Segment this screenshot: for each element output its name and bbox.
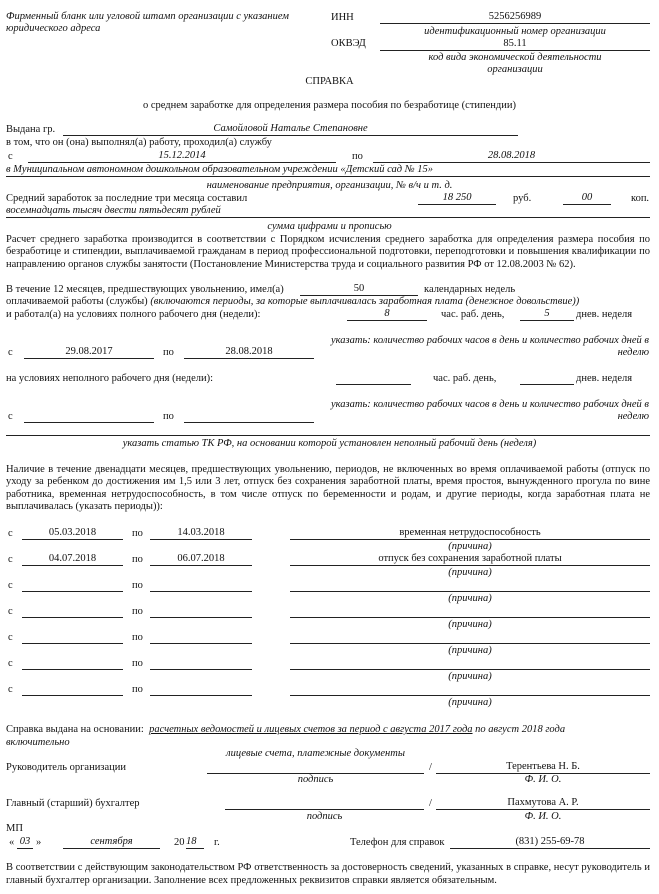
days-label: днев. неделя xyxy=(576,373,633,384)
stamp-label: МП xyxy=(6,823,23,834)
period-from-field xyxy=(22,604,123,618)
full-hint-2: неделю xyxy=(617,347,649,358)
to-label: по xyxy=(132,606,143,617)
date-day-field: 03 xyxy=(17,835,33,849)
salary-rub-field: 18 250 xyxy=(418,191,496,205)
from-label: с xyxy=(8,606,13,617)
full-time-label: и работал(а) на условиях полного рабочего дня (недели): xyxy=(6,309,261,320)
part-days-field xyxy=(520,371,574,385)
to-label: по xyxy=(163,347,174,358)
date-year-field: 18 xyxy=(186,835,204,849)
part-hours-field xyxy=(336,371,411,385)
footer-note: В соответствии с действующим законодательством РФ ответственность за достоверность сведений, указанных в справке, несут руководитель и главный бухгалтер организации. Заполнение всех предложенных реквизитов справки является обязательным. xyxy=(6,862,650,886)
period-to-field: 14.03.2018 xyxy=(150,526,252,540)
period-reason-field: временная нетрудоспособность xyxy=(290,526,650,540)
okved-caption-2: организации xyxy=(487,64,543,75)
okved-field: 85.11 xyxy=(380,37,650,51)
period-from-field xyxy=(22,630,123,644)
weeks-suffix: календарных недель xyxy=(424,284,516,295)
kop-label: коп. xyxy=(631,193,650,204)
full-hint: указать: количество рабочих часов в день и количество рабочих дней в xyxy=(331,335,649,346)
days-label: днев. неделя xyxy=(576,309,633,320)
article-line xyxy=(6,435,650,436)
reason-caption: (причина) xyxy=(448,697,492,708)
period-to-field xyxy=(150,604,252,618)
full-from-field: 29.08.2017 xyxy=(24,345,154,359)
to-label: по xyxy=(132,684,143,695)
reason-caption: (причина) xyxy=(448,671,492,682)
okved-label: ОКВЭД xyxy=(331,38,366,49)
phone-label: Телефон для справок xyxy=(350,837,445,848)
basis-value: расчетных ведомостей и лицевых счетов за период с августа 2017 года xyxy=(149,724,473,735)
period-to-field xyxy=(150,656,252,670)
full-hours-field: 8 xyxy=(347,307,427,321)
head-signature-field xyxy=(207,760,424,774)
period-reason-field xyxy=(290,682,650,696)
reason-caption: (причина) xyxy=(448,567,492,578)
weeks-field: 50 xyxy=(300,282,418,296)
period-from-field: 05.03.2018 xyxy=(22,526,123,540)
head-label: Руководитель организации xyxy=(6,762,126,773)
from-label: с xyxy=(8,554,13,565)
part-hint: указать: количество рабочих часов в день и количество рабочих дней в xyxy=(331,399,649,410)
period-reason-field xyxy=(290,604,650,618)
doc-subtitle: о среднем заработке для определения размера пособия по безработице (стипендии) xyxy=(142,100,517,111)
reason-caption: (причина) xyxy=(448,541,492,552)
head-name-field: Терентьева Н. Б. xyxy=(436,760,650,774)
accountant-name-field: Пахмутова А. Р. xyxy=(436,796,650,810)
excluded-paragraph: Наличие в течение двенадцати месяцев, предшествующих увольнению, периодов, не включенных во время оплачиваемой работы (отпуск по уходу за ребенком до достижения им 1,5 или 3 лет, отпуск без сохранения заработной платы, время простоя, вынужденного прогула по вине работника, временная нетрудоспособность, в том числе отпуск по беременности и родам, и другие периоды, когда заработная плата не выплачивалась (указать периоды)): xyxy=(6,464,650,513)
basis-caption: лицевые счета, платежные документы xyxy=(226,748,405,759)
accountant-label: Главный (старший) бухгалтер xyxy=(6,798,140,809)
date-month-field: сентября xyxy=(63,835,160,849)
period-to-field xyxy=(150,682,252,696)
slash: / xyxy=(429,798,432,809)
year-suffix: г. xyxy=(214,837,220,848)
from-label: с xyxy=(8,151,13,162)
salary-words-field: восемнадцать тысяч двести пятьдесят рублей xyxy=(6,204,650,218)
to-label: по xyxy=(132,658,143,669)
from-label: с xyxy=(8,684,13,695)
period-reason-field xyxy=(290,578,650,592)
name-caption: Ф. И. О. xyxy=(524,774,562,785)
basis-text xyxy=(6,724,650,749)
period-reason-field xyxy=(290,630,650,644)
to-label: по xyxy=(163,411,174,422)
to-label: по xyxy=(352,151,363,162)
period-from-field: 04.07.2018 xyxy=(22,552,123,566)
salary-caption: сумма цифрами и прописью xyxy=(267,221,392,232)
full-days-field: 5 xyxy=(520,307,574,321)
year-prefix: 20 xyxy=(174,837,185,848)
to-label: по xyxy=(132,528,143,539)
from-label: с xyxy=(8,632,13,643)
reason-caption: (причина) xyxy=(448,593,492,604)
to-label: по xyxy=(132,554,143,565)
part-from-field xyxy=(24,409,154,423)
hours-label: час. раб. день, xyxy=(441,309,505,320)
weeks-label: В течение 12 месяцев, предшествующих увольнению, имел(а) xyxy=(6,284,284,295)
organization-caption: наименование предприятия, организации, № в/ч и т. д. xyxy=(206,180,453,191)
salary-label: Средний заработок за последние три месяца составил xyxy=(6,193,248,204)
inn-caption: идентификационный номер организации xyxy=(424,26,606,37)
period-to-field xyxy=(150,578,252,592)
inn-label: ИНН xyxy=(331,12,354,23)
to-label: по xyxy=(132,580,143,591)
period-to-field: 06.07.2018 xyxy=(150,552,252,566)
part-time-label: на условиях неполного рабочего дня (недели): xyxy=(6,373,214,384)
rub-label: руб. xyxy=(513,193,532,204)
doc-title: СПРАВКА xyxy=(305,76,354,87)
work-to-field: 28.08.2018 xyxy=(373,149,650,163)
date-close: » xyxy=(36,837,42,848)
to-label: по xyxy=(132,632,143,643)
part-hint-2: неделю xyxy=(617,411,649,422)
full-to-field: 28.08.2018 xyxy=(184,345,314,359)
work-text: в том, что он (она) выполнял(а) работу, проходил(а) службу xyxy=(6,137,272,148)
calc-paragraph: Расчет среднего заработка производится в соответствии с Порядком исчисления среднего заработка для определения размера пособия по безработице и стипендии, выплачиваемой гражданам в период профессиональной подготовки, переподготовки и повышения квалификации по направлению органов службы занятости (Постановление Министерства труда и социального развития РФ от 12.08.2003 № 62). xyxy=(6,234,650,270)
recipient-name-field: Самойловой Наталье Степановне xyxy=(63,122,518,136)
from-label: с xyxy=(8,347,13,358)
hours-label: час. раб. день, xyxy=(433,373,497,384)
from-label: с xyxy=(8,580,13,591)
from-label: с xyxy=(8,658,13,669)
okved-caption: код вида экономической деятельности xyxy=(428,52,602,63)
slash: / xyxy=(429,762,432,773)
period-reason-field xyxy=(290,656,650,670)
date-open: « xyxy=(9,837,15,848)
from-label: с xyxy=(8,411,13,422)
period-from-field xyxy=(22,578,123,592)
period-to-field xyxy=(150,630,252,644)
sign-caption: подпись xyxy=(306,811,343,822)
period-reason-field: отпуск без сохранения заработной платы xyxy=(290,552,650,566)
basis-rest: по август 2018 года xyxy=(475,724,566,735)
reason-caption: (причина) xyxy=(448,619,492,630)
reason-caption: (причина) xyxy=(448,645,492,656)
from-label: с xyxy=(8,528,13,539)
organization-field: в Муниципальном автономном дошкольном образовательном учреждении «Детский сад № 15» xyxy=(6,163,650,177)
issued-label: Выдана гр. xyxy=(6,124,56,135)
weeks-line2: оплачиваемой работы (службы) xyxy=(6,296,148,307)
weeks-note: (включаются периоды, за которые выплачивалась заработная плата (денежное довольствие)) xyxy=(150,296,580,307)
salary-kop-field: 00 xyxy=(563,191,611,205)
sign-caption: подпись xyxy=(297,774,334,785)
work-from-field: 15.12.2014 xyxy=(28,149,336,163)
part-to-field xyxy=(184,409,314,423)
article-caption: указать статью ТК РФ, на основании которой установлен неполный рабочий день (неделя) xyxy=(122,438,537,449)
basis-label: Справка выдана на основании: xyxy=(6,724,144,735)
letterhead-note: Фирменный бланк или угловой штамп организации с указанием юридического адреса xyxy=(6,11,289,34)
period-from-field xyxy=(22,682,123,696)
accountant-signature-field xyxy=(225,796,424,810)
phone-field: (831) 255-69-78 xyxy=(450,835,650,849)
inn-field: 5256256989 xyxy=(380,10,650,24)
period-from-field xyxy=(22,656,123,670)
name-caption: Ф. И. О. xyxy=(524,811,562,822)
basis-line2: включительно xyxy=(6,736,70,748)
